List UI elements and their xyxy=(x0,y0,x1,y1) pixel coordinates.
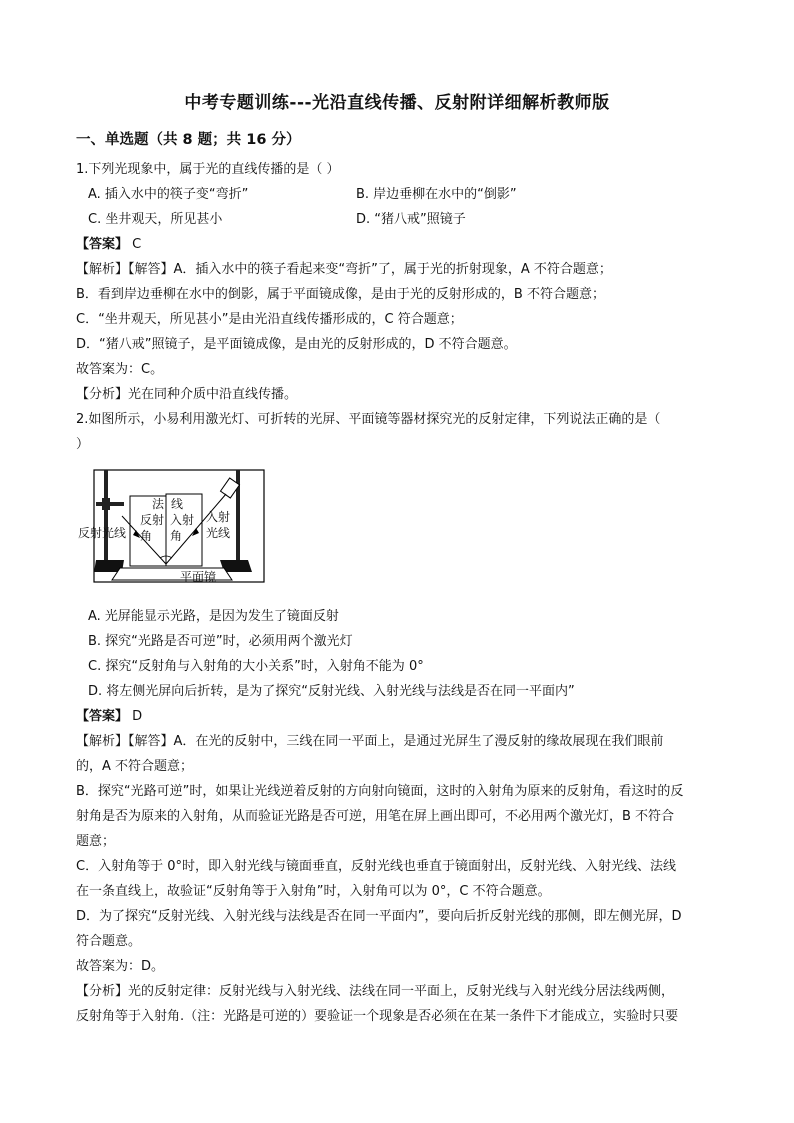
q2-answer xyxy=(76,707,142,727)
q2-option-d: D. 将左侧光屏向后折转，是为了探究“反射光线、入射光线与法线是否在同一平面内” xyxy=(88,684,575,699)
q1-option-d: D. “猪八戒”照镜子 xyxy=(356,212,466,227)
q1-analysis-line: B．看到岸边垂柳在水中的倒影，属于平面镜成像，是由于光的反射形成的，B 不符合题意； xyxy=(76,287,605,302)
q2-analysis-line: C．入射角等于 0°时，即入射光线与镜面垂直，反射光线也垂直于镜面射出，反射光线、入射光线、法线 xyxy=(76,859,676,874)
left-stand-pole xyxy=(104,470,108,570)
q2-analysis-line: 【解析】【解答】A．在光的反射中，三线在同一平面上，是通过光屏生了漫反射的缘故展现在我们眼前 xyxy=(76,734,664,749)
q1-answer-label: 【答案】 xyxy=(76,237,129,252)
q2-answer-label: 【答案】 xyxy=(76,709,129,724)
q2-analysis-line: 的，A 不符合题意； xyxy=(76,759,194,774)
q1-analysis-line: 【解析】【解答】A．插入水中的筷子看起来变“弯折”了，属于光的折射现象，A 不符合题意； xyxy=(76,262,612,277)
normal-label-right: 线 xyxy=(171,497,184,511)
q2-analysis-line: 【分析】光的反射定律：反射光线与入射光线、法线在同一平面上，反射光线与入射光线分居法线两侧， xyxy=(76,984,675,999)
q2-option-a: A. 光屏能显示光路，是因为发生了镜面反射 xyxy=(88,609,339,624)
reflected-ray-label: 反射光线 xyxy=(78,526,127,540)
q2-analysis-line: 反射角等于入射角.（注：光路是可逆的）要验证一个现象是否必须在在某一条件下才能成立，实验时只要 xyxy=(76,1009,679,1024)
q2-analysis-line: 题意； xyxy=(76,834,116,849)
q1-answer xyxy=(76,235,141,255)
incidence-angle-label: 入射角 xyxy=(170,513,195,543)
reflection-angle-label: 反射角 xyxy=(140,513,165,543)
q1-answer-value: C xyxy=(132,237,142,252)
q1-option-b: B. 岸边垂柳在水中的“倒影” xyxy=(356,187,517,202)
q1-analysis-line: C．“坐井观天，所见甚小”是由光沿直线传播形成的，C 符合题意； xyxy=(76,312,463,327)
q2-analysis-line: B．探究“光路可逆”时，如果让光线逆着反射的方向射向镜面，这时的入射角为原来的反射角，看这时的反 xyxy=(76,784,684,799)
q2-analysis-line: 故答案为：D。 xyxy=(76,959,165,974)
q2-answer-value: D xyxy=(132,709,143,724)
incident-ray-label: 入射光线 xyxy=(206,510,231,540)
q2-stem-line2: ） xyxy=(76,437,90,452)
q2-option-b: B. 探究“光路是否可逆”时，必须用两个激光灯 xyxy=(88,634,353,649)
left-clamp-block xyxy=(102,498,110,510)
q1-analysis-line: D．“猪八戒”照镜子，是平面镜成像，是由光的反射形成的，D 不符合题意。 xyxy=(76,337,517,352)
section-heading: 一、单选题（共 8 题；共 16 分） xyxy=(76,132,301,148)
q2-analysis-line: 在一条直线上，故验证“反射角等于入射角”时，入射角可以为 0°，C 不符合题意。 xyxy=(76,884,551,899)
document-title: 中考专题训练---光沿直线传播、反射附详细解析教师版 xyxy=(184,93,610,113)
normal-label-left: 法 xyxy=(152,497,165,511)
q1-option-c: C. 坐井观天，所见甚小 xyxy=(88,212,223,227)
q2-analysis-line: 符合题意。 xyxy=(76,934,142,949)
reflection-experiment-figure xyxy=(78,464,268,596)
mirror-label: 平面镜 xyxy=(180,570,217,584)
q1-option-a: A. 插入水中的筷子变“弯折” xyxy=(88,187,249,202)
q1-analysis-line: 【分析】光在同种介质中沿直线传播。 xyxy=(76,387,298,402)
q2-analysis-line: D．为了探究“反射光线、入射光线与法线是否在同一平面内”，要向后折反射光线的那侧，即左侧光屏，D xyxy=(76,909,682,924)
q2-option-c: C. 探究“反射角与入射角的大小关系”时，入射角不能为 0° xyxy=(88,659,424,674)
q2-stem-line1: 2.如图所示，小易利用激光灯、可折转的光屏、平面镜等器材探究光的反射定律，下列说法正确的是（ xyxy=(76,412,661,427)
q1-analysis-line: 故答案为：C。 xyxy=(76,362,164,377)
q2-analysis-line: 射角是否为原来的入射角，从而验证光路是否可逆，用笔在屏上画出即可，不必用两个激光灯，B 不符合 xyxy=(76,809,675,824)
q1-stem: 1.下列光现象中，属于光的直线传播的是（ ） xyxy=(76,162,340,177)
